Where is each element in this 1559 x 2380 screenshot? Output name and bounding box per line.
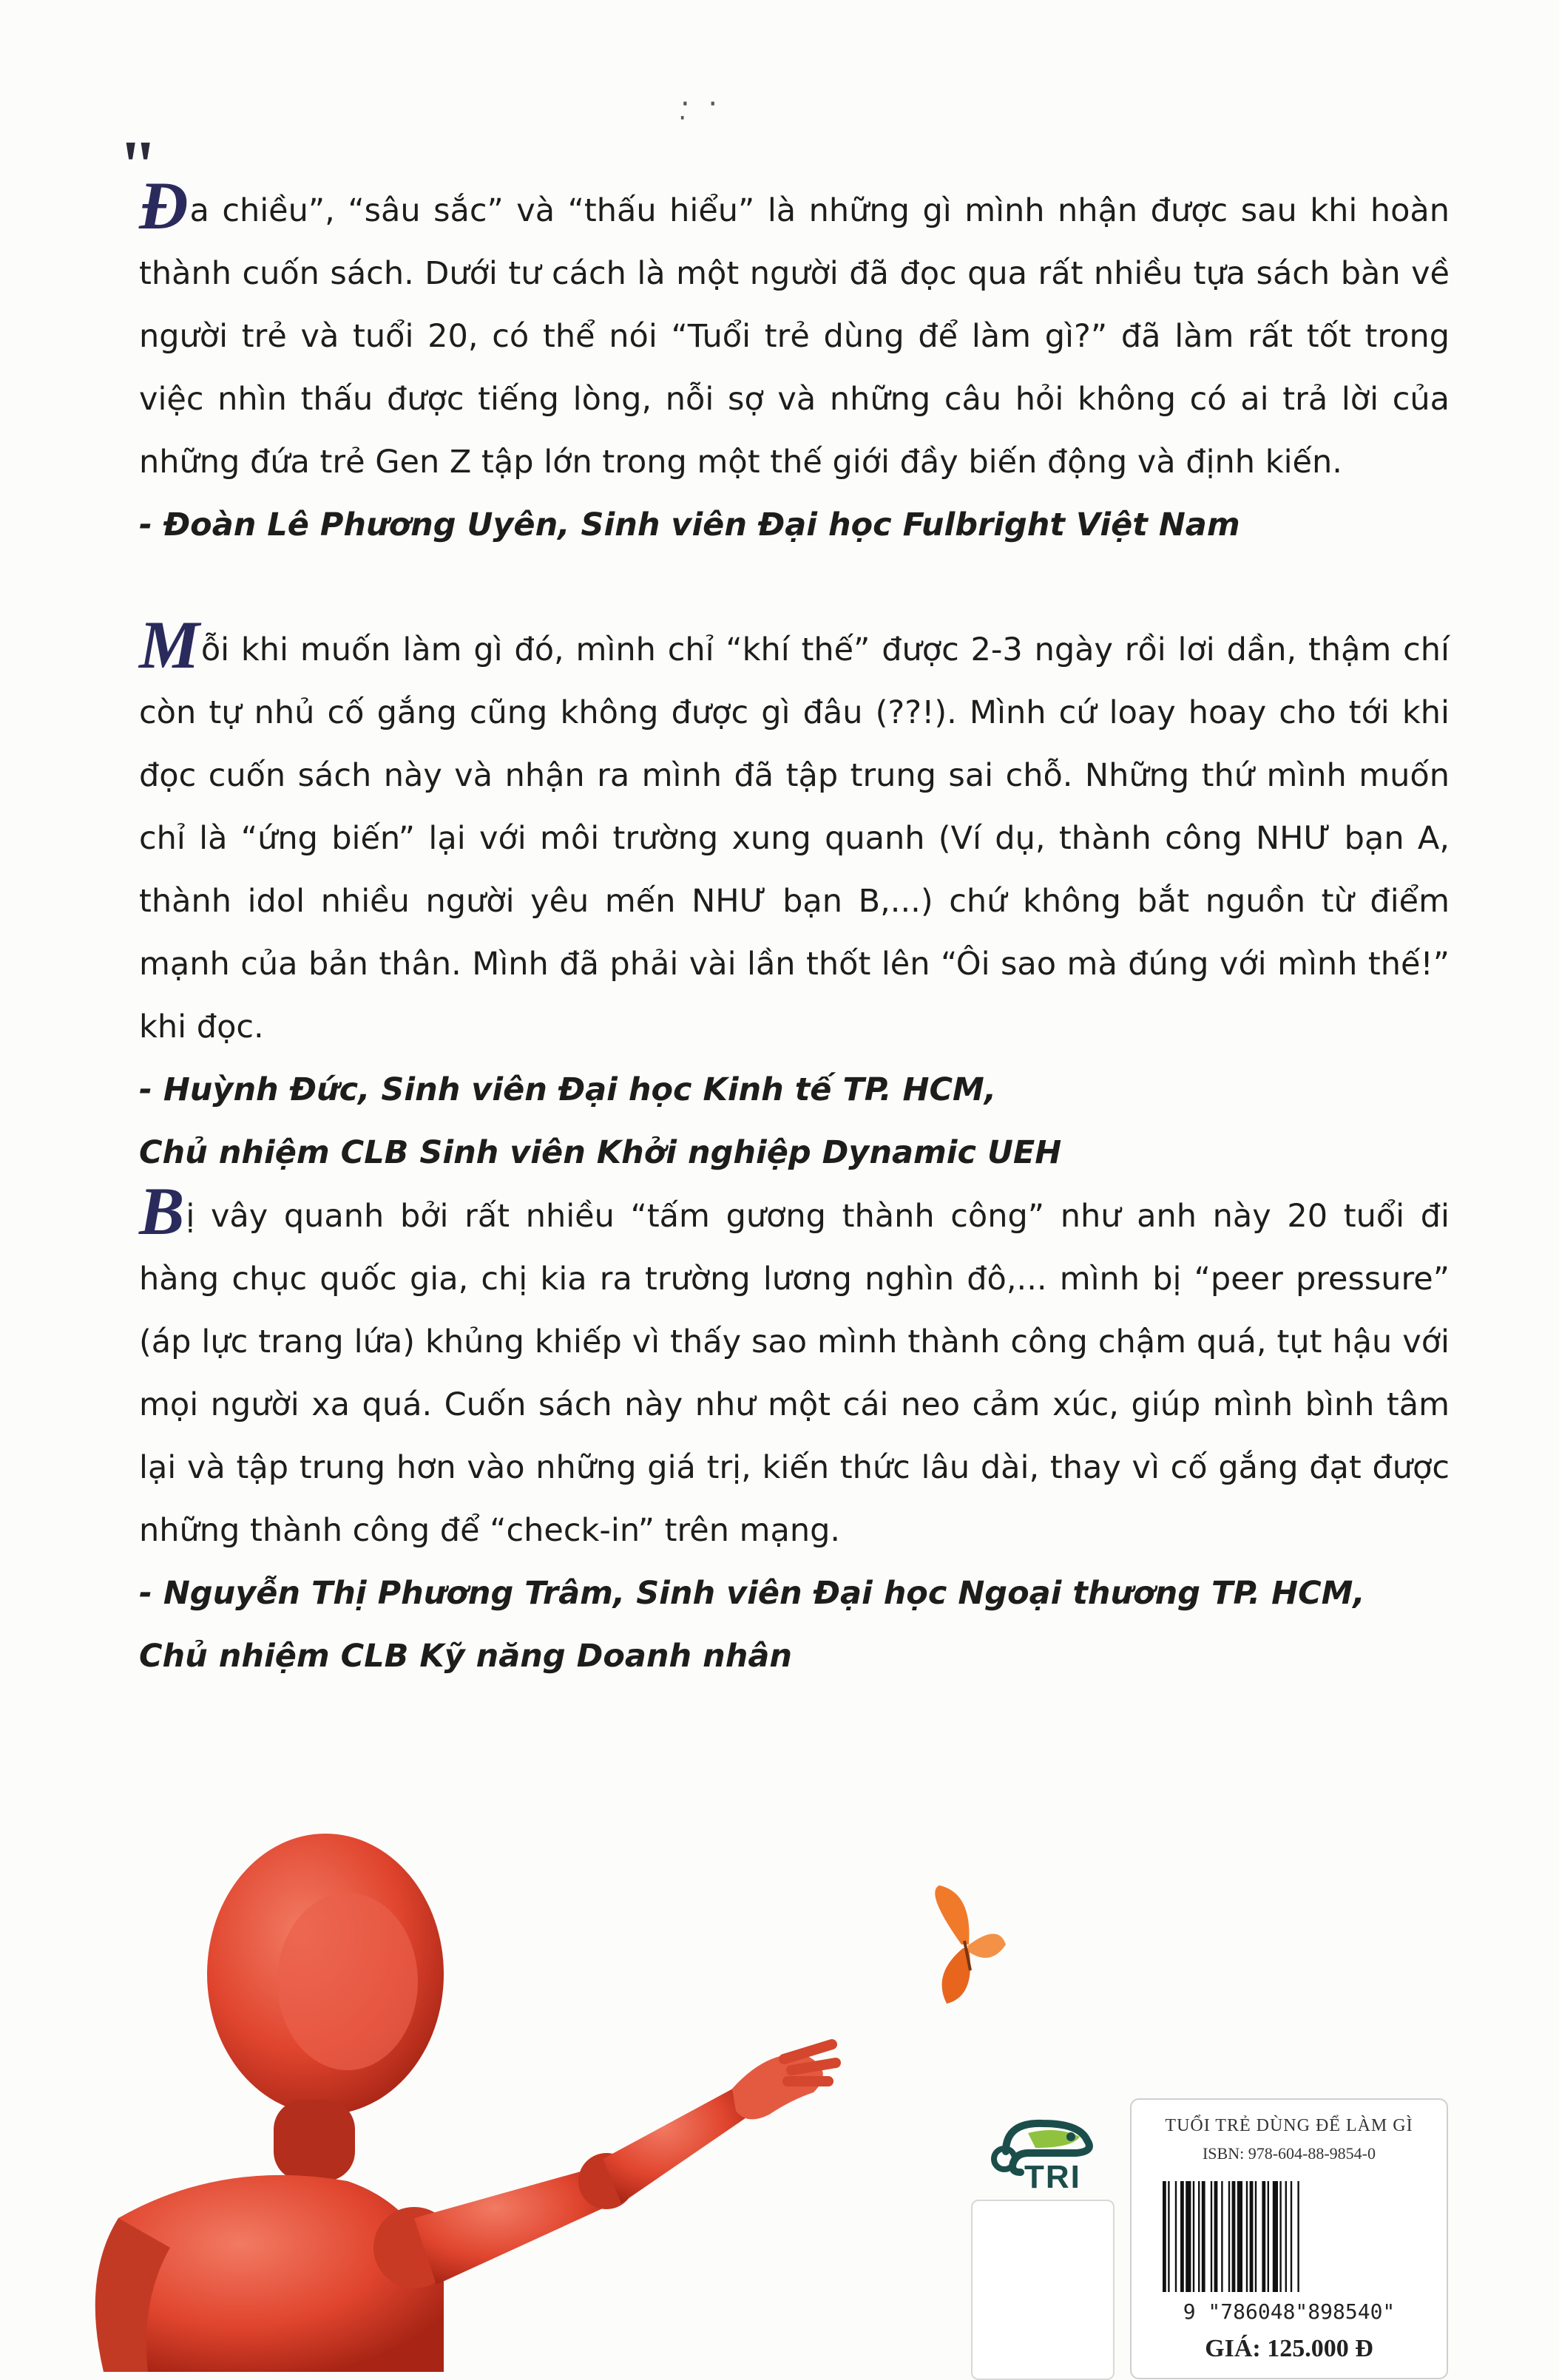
review-author: - Huỳnh Đức, Sinh viên Đại học Kinh tế TP. HCM,: [139, 1071, 997, 1108]
barcode-sticker: [1130, 2098, 1448, 2379]
review-2: [139, 607, 1450, 1184]
blank-sticker: [971, 2200, 1115, 2380]
review-text: [139, 1173, 1450, 1562]
barcode-digits: 9 "786048"898540": [1183, 2299, 1396, 2324]
dropcap: B: [139, 1173, 185, 1249]
opening-quote-mark: ": [118, 126, 158, 205]
barcode-bars: [1160, 2181, 1421, 2292]
review-text: [139, 607, 1450, 1059]
price-label: GIÁ: 125.000 Đ: [1205, 2335, 1373, 2362]
mannequin-illustration: [0, 1834, 961, 2372]
review-author: - Nguyễn Thị Phương Trâm, Sinh viên Đại học Ngoại thương TP. HCM,: [139, 1575, 1365, 1612]
review-body: ỗi khi muốn làm gì đó, mình chỉ “khí thế” được 2-3 ngày rồi lơi dần, thậm chí còn tự nhủ cố gắng cũng không được gì đâu (??!). Mình cứ loay hoay cho tới khi đọc cuốn sách này và nhận ra mình đã tập trung sai chỗ. Những thứ mình muốn chỉ là “ứng biến” lại với môi trường xung quanh (Ví dụ, thành công NHƯ bạn A, thành idol nhiều người yêu mến NHƯ bạn B,...) chứ không bắt nguồn từ điểm mạnh của bản thân. Mình đã phải vài lần thốt lên “Ôi sao mà đúng với mình thế!” khi đọc.: [139, 631, 1450, 1045]
barcode-isbn: ISBN: 978-604-88-9854-0: [1202, 2144, 1376, 2163]
publisher-name: TRI: [1024, 2159, 1081, 2195]
barcode-book-title: TUỔI TRẺ DÙNG ĐỂ LÀM GÌ: [1165, 2116, 1413, 2135]
review-3: [139, 1173, 1450, 1688]
butterfly-illustration: [910, 1878, 1013, 2011]
top-marks: ·̣ ·: [680, 87, 723, 121]
review-author-role: Chủ nhiệm CLB Sinh viên Khởi nghiệp Dynamic UEH: [139, 1134, 1062, 1171]
review-author-role: Chủ nhiệm CLB Kỹ năng Doanh nhân: [139, 1638, 792, 1675]
review-text: [139, 168, 1450, 494]
review-body: ị vây quanh bởi rất nhiều “tấm gương thành công” như anh này 20 tuổi đi hàng chục quốc gia, chị kia ra trường lương nghìn đô,... mình bị “peer pressure” (áp lực trang lứa) khủng khiếp vì thấy sao mình thành công chậm quá, tụt hậu với mọi người xa quá. Cuốn sách này như một cái neo cảm xúc, giúp mình bình tâm lại và tập trung hơn vào những giá trị, kiến thức lâu dài, thay vì cố gắng đạt được những thành công để “check-in” trên mạng.: [139, 1198, 1450, 1549]
dropcap: Đ: [139, 168, 189, 243]
review-1: [139, 168, 1450, 557]
review-body: a chiều”, “sâu sắc” và “thấu hiểu” là những gì mình nhận được sau khi hoàn thành cuốn sách. Dưới tư cách là một người đã đọc qua rất nhiều tựa sách bàn về người trẻ và tuổi 20, có thể nói “Tuổi trẻ dùng để làm gì?” đã làm rất tốt trong việc nhìn thấu được tiếng lòng, nỗi sợ và những câu hỏi không có ai trả lời của những đứa trẻ Gen Z tập lớn trong một thế giới đầy biến động và định kiến.: [139, 192, 1450, 481]
review-author: - Đoàn Lê Phương Uyên, Sinh viên Đại học Fulbright Việt Nam: [139, 506, 1240, 543]
dropcap: M: [139, 607, 200, 682]
